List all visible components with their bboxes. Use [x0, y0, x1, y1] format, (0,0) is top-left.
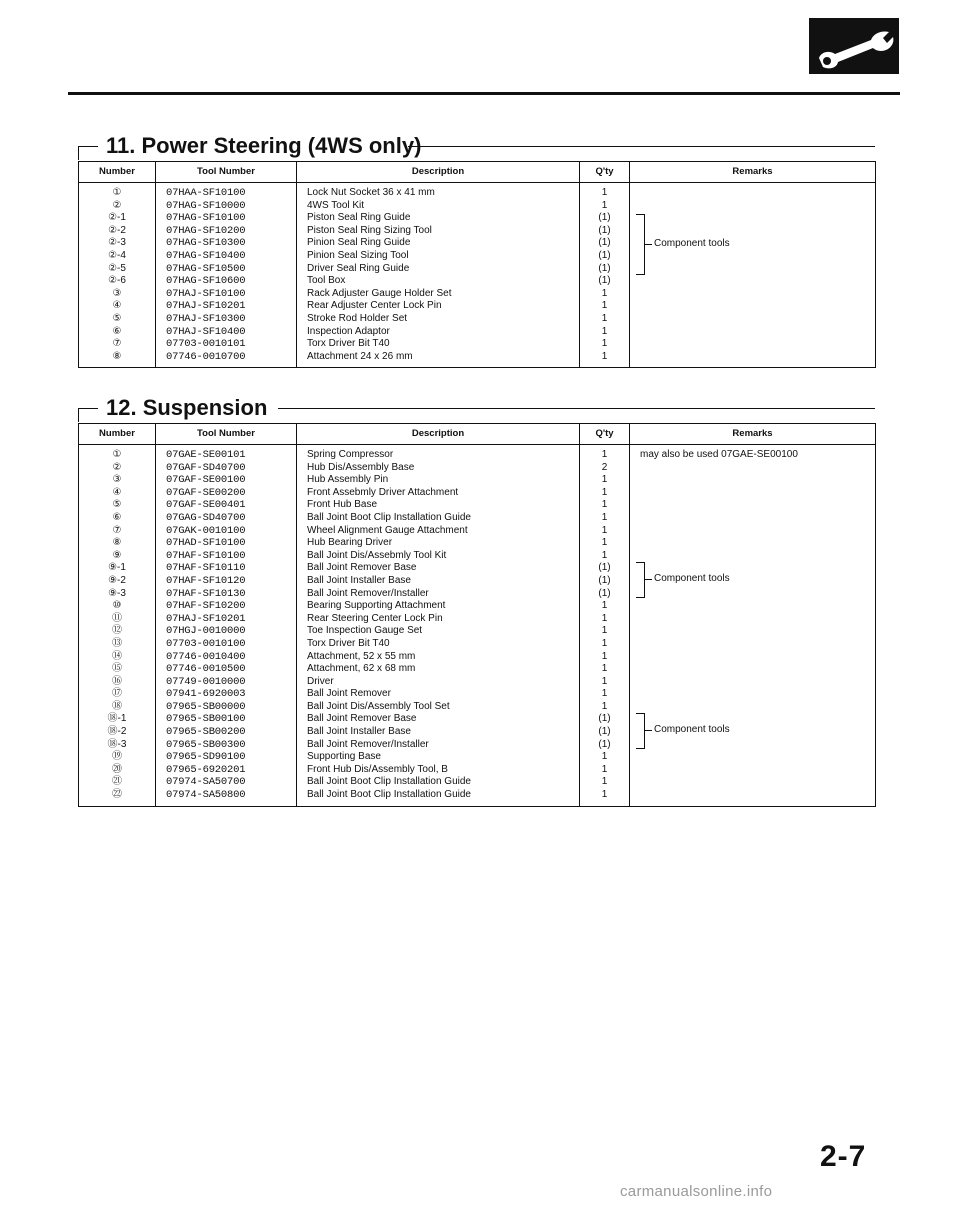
row-13-num: ⑦: [112, 338, 122, 350]
row-27-desc: Ball Joint Boot Clip Installation Guide: [307, 776, 471, 788]
tools-table: [78, 161, 876, 368]
row-25-qty: 1: [601, 751, 608, 763]
row-7-num: ⑦: [112, 524, 122, 536]
row-28-tool: 07974-SA50800: [166, 789, 246, 802]
row-24-qty: (1): [598, 738, 611, 750]
row-12-desc: Ball Joint Remover/Installer: [307, 587, 429, 599]
row-6-num: ⑥: [112, 511, 122, 523]
row-11-num: ⑨-2: [108, 574, 126, 586]
row-12-qty: (1): [598, 587, 611, 599]
row-27-num: ㉑: [112, 776, 122, 788]
row-2-qty: 2: [601, 461, 608, 473]
row-20-num: ⑰: [112, 688, 122, 700]
row-14-tool: 07HAJ-SF10201: [166, 612, 246, 625]
row-15-desc: Toe Inspection Gauge Set: [307, 625, 423, 637]
row-7-desc: Wheel Alignment Gauge Attachment: [307, 524, 468, 536]
row-3-tool: 07GAF-SE00100: [166, 474, 246, 487]
table-header-row: [79, 162, 876, 183]
section-title: 11. Power Steering (4WS only): [106, 133, 427, 159]
row-19-desc: Driver: [307, 675, 334, 687]
row-12-tool: 07HAJ-SF10400: [166, 325, 246, 338]
row-27-qty: 1: [601, 776, 608, 788]
remarks-column: [630, 445, 876, 807]
row-10-num: ⑨-1: [108, 562, 126, 574]
row-12-tool: 07HAF-SF10130: [166, 587, 246, 600]
row-1-desc: Lock Nut Socket 36 x 41 mm: [307, 187, 435, 198]
row-28-desc: Ball Joint Boot Clip Installation Guide: [307, 789, 471, 801]
row-1-desc: Spring Compressor: [307, 449, 394, 460]
row-7-num: ②-5: [108, 262, 126, 274]
tool-number-column: [156, 183, 297, 368]
row-16-qty: 1: [601, 637, 608, 649]
row-13-desc: Torx Driver Bit T40: [307, 338, 390, 350]
row-4-tool: 07HAG-SF10200: [166, 224, 246, 237]
row-4-num: ④: [112, 486, 122, 498]
section-title-row: [78, 133, 875, 161]
row-9-tool: 07HAJ-SF10100: [166, 287, 246, 300]
row-23-qty: (1): [598, 726, 611, 738]
row-24-num: ⑱-3: [107, 738, 127, 750]
row-25-desc: Supporting Base: [307, 751, 381, 763]
row-12-desc: Inspection Adaptor: [307, 325, 390, 337]
number-column: [79, 445, 156, 807]
row-18-desc: Attachment, 62 x 68 mm: [307, 663, 416, 675]
row-2-desc: 4WS Tool Kit: [307, 199, 365, 211]
row-15-num: ⑫: [112, 625, 122, 637]
header-rule: [68, 92, 900, 95]
row-10-desc: Rear Adjuster Center Lock Pin: [307, 300, 442, 312]
row-18-tool: 07746-0010500: [166, 663, 246, 676]
row-13-tool: 07HAF-SF10200: [166, 600, 246, 613]
row-22-qty: (1): [598, 713, 611, 725]
remarks-text: Component tools: [654, 238, 730, 249]
header-description: Description: [297, 162, 580, 183]
row-7-tool: 07HAG-SF10500: [166, 262, 246, 275]
row-20-tool: 07941-6920003: [166, 688, 246, 701]
row-2-desc: Hub Dis/Assembly Base: [307, 461, 415, 473]
row-3-num: ③: [112, 474, 122, 486]
row-8-num: ⑧: [112, 537, 122, 549]
row-11-tool: 07HAJ-SF10300: [166, 312, 246, 325]
row-16-desc: Torx Driver Bit T40: [307, 637, 390, 649]
row-6-tool: 07GAG-SD40700: [166, 511, 246, 524]
row-17-desc: Attachment, 52 x 55 mm: [307, 650, 416, 662]
row-3-num: ②-1: [108, 212, 126, 224]
row-14-desc: Rear Steering Center Lock Pin: [307, 612, 443, 624]
section-suspension: [78, 395, 875, 807]
row-9-tool: 07HAF-SF10100: [166, 549, 246, 562]
row-13-tool: 07703-0010101: [166, 338, 246, 351]
remarks-bracket: [636, 713, 645, 749]
row-14-num: ⑧: [112, 350, 122, 362]
row-5-qty: 1: [601, 499, 608, 511]
row-8-desc: Tool Box: [307, 275, 346, 287]
header-description: Description: [297, 424, 580, 445]
row-2-tool: 07GAF-SD40700: [166, 461, 246, 474]
row-28-qty: 1: [601, 789, 608, 801]
row-21-desc: Ball Joint Dis/Assembly Tool Set: [307, 700, 450, 712]
row-5-tool: 07HAG-SF10300: [166, 237, 246, 250]
row-5-desc: Front Hub Base: [307, 499, 378, 511]
row-14-num: ⑪: [112, 612, 122, 624]
row-19-tool: 07749-0010000: [166, 675, 246, 688]
row-17-qty: 1: [601, 650, 608, 662]
row-2-tool: 07HAG-SF10000: [166, 199, 246, 212]
row-20-qty: 1: [601, 688, 608, 700]
row-4-num: ②-2: [108, 224, 126, 236]
row-8-qty: (1): [598, 275, 611, 287]
row-17-num: ⑭: [112, 650, 122, 662]
row-20-desc: Ball Joint Remover: [307, 688, 391, 700]
description-column: [297, 183, 580, 368]
header-tool-number: Tool Number: [156, 424, 297, 445]
row-21-qty: 1: [601, 700, 608, 712]
row-9-qty: 1: [601, 549, 608, 561]
row-5-num: ⑤: [112, 499, 122, 511]
row-4-desc: Piston Seal Ring Sizing Tool: [307, 224, 432, 236]
row-21-tool: 07965-SB00000: [166, 700, 246, 713]
tools-table: [78, 423, 876, 807]
row-5-tool: 07GAF-SE00401: [166, 499, 246, 512]
row-13-num: ⑩: [112, 600, 122, 612]
row-10-num: ④: [112, 300, 122, 312]
row-8-desc: Hub Bearing Driver: [307, 537, 393, 549]
watermark: carmanualsonline.info: [620, 1183, 773, 1200]
row-22-tool: 07965-SB00100: [166, 713, 246, 726]
row-19-num: ⑯: [112, 675, 122, 687]
row-1-num: ①: [112, 187, 122, 198]
row-14-tool: 07746-0010700: [166, 350, 246, 363]
row-10-qty: (1): [598, 562, 611, 574]
header-number: Number: [79, 162, 156, 183]
header-qty: Q'ty: [580, 424, 630, 445]
row-9-num: ③: [112, 287, 122, 299]
row-1-qty: 1: [601, 187, 608, 198]
row-3-qty: (1): [598, 212, 611, 224]
row-12-qty: 1: [601, 325, 608, 337]
row-7-tool: 07GAK-0010100: [166, 524, 246, 537]
row-17-tool: 07746-0010400: [166, 650, 246, 663]
table-body-row: [79, 183, 876, 368]
row-16-tool: 07703-0010100: [166, 637, 246, 650]
row-11-qty: (1): [598, 574, 611, 586]
row-19-qty: 1: [601, 675, 608, 687]
header-remarks: Remarks: [630, 162, 876, 183]
row-1-tool: 07HAA-SF10100: [166, 187, 246, 199]
table-body-row: [79, 445, 876, 807]
row-11-tool: 07HAF-SF10120: [166, 574, 246, 587]
table-header-row: [79, 424, 876, 445]
row-3-desc: Hub Assembly Pin: [307, 474, 389, 486]
section-title: 12. Suspension: [106, 395, 273, 421]
row-14-qty: 1: [601, 350, 608, 362]
row-22-num: ⑱-1: [107, 713, 127, 725]
remarks-text: may also be used 07GAE-SE00100: [640, 449, 798, 460]
row-11-num: ⑤: [112, 312, 122, 324]
row-26-num: ⑳: [112, 763, 122, 775]
page-number: 2-7: [820, 1140, 867, 1173]
remarks-text: Component tools: [654, 573, 730, 584]
row-16-num: ⑬: [112, 637, 122, 649]
row-6-qty: (1): [598, 249, 611, 261]
row-5-num: ②-3: [108, 237, 126, 249]
qty-column: [580, 445, 630, 807]
row-5-desc: Pinion Seal Ring Guide: [307, 237, 411, 249]
row-22-desc: Ball Joint Remover Base: [307, 713, 417, 725]
row-26-tool: 07965-6920201: [166, 763, 246, 776]
section-title-row: [78, 395, 875, 423]
row-10-desc: Ball Joint Remover Base: [307, 562, 417, 574]
row-14-desc: Attachment 24 x 26 mm: [307, 350, 413, 362]
row-11-qty: 1: [601, 312, 608, 324]
row-26-desc: Front Hub Dis/Assembly Tool, B: [307, 763, 448, 775]
row-18-num: ⑮: [112, 663, 122, 675]
row-6-desc: Ball Joint Boot Clip Installation Guide: [307, 511, 471, 523]
row-24-tool: 07965-SB00300: [166, 738, 246, 751]
row-9-desc: Rack Adjuster Gauge Holder Set: [307, 287, 452, 299]
row-12-num: ⑥: [112, 325, 122, 337]
row-21-num: ⑱: [112, 700, 122, 712]
row-10-tool: 07HAJ-SF10201: [166, 300, 246, 313]
header-remarks: Remarks: [630, 424, 876, 445]
row-2-num: ②: [112, 461, 122, 473]
row-2-num: ②: [112, 199, 122, 211]
row-11-desc: Ball Joint Installer Base: [307, 574, 411, 586]
row-25-num: ⑲: [112, 751, 122, 763]
row-2-qty: 1: [601, 199, 608, 211]
row-18-qty: 1: [601, 663, 608, 675]
row-3-desc: Piston Seal Ring Guide: [307, 212, 411, 224]
header-qty: Q'ty: [580, 162, 630, 183]
row-13-desc: Bearing Supporting Attachment: [307, 600, 446, 612]
row-10-tool: 07HAF-SF10110: [166, 562, 246, 575]
row-27-tool: 07974-SA50700: [166, 776, 246, 789]
row-8-qty: 1: [601, 537, 608, 549]
row-13-qty: 1: [601, 600, 608, 612]
wrench-icon: [809, 18, 899, 74]
row-4-desc: Front Assebmly Driver Attachment: [307, 486, 459, 498]
row-8-tool: 07HAD-SF10100: [166, 537, 246, 550]
row-24-desc: Ball Joint Remover/Installer: [307, 738, 429, 750]
description-column: [297, 445, 580, 807]
tool-number-column: [156, 445, 297, 807]
row-10-qty: 1: [601, 300, 608, 312]
row-28-num: ㉒: [112, 789, 122, 801]
row-8-tool: 07HAG-SF10600: [166, 275, 246, 288]
row-7-qty: (1): [598, 262, 611, 274]
row-12-num: ⑨-3: [108, 587, 126, 599]
row-11-desc: Stroke Rod Holder Set: [307, 312, 408, 324]
row-15-tool: 07HGJ-0010000: [166, 625, 246, 638]
row-1-tool: 07GAE-SE00101: [166, 449, 246, 461]
row-7-qty: 1: [601, 524, 608, 536]
row-25-tool: 07965-SD90100: [166, 751, 246, 764]
qty-column: [580, 183, 630, 368]
row-4-qty: 1: [601, 486, 608, 498]
header-tool-number: Tool Number: [156, 162, 297, 183]
row-3-qty: 1: [601, 474, 608, 486]
header-number: Number: [79, 424, 156, 445]
row-4-qty: (1): [598, 224, 611, 236]
row-6-qty: 1: [601, 511, 608, 523]
row-23-desc: Ball Joint Installer Base: [307, 726, 411, 738]
number-column: [79, 183, 156, 368]
row-6-desc: Pinion Seal Sizing Tool: [307, 249, 409, 261]
row-14-qty: 1: [601, 612, 608, 624]
row-4-tool: 07GAF-SE00200: [166, 486, 246, 499]
row-9-num: ⑨: [112, 549, 122, 561]
row-1-qty: 1: [601, 449, 608, 460]
remarks-bracket: [636, 562, 645, 598]
row-5-qty: (1): [598, 237, 611, 249]
row-6-tool: 07HAG-SF10400: [166, 249, 246, 262]
section-power-steering: [78, 133, 875, 368]
row-23-tool: 07965-SB00200: [166, 726, 246, 739]
remarks-column: [630, 183, 876, 368]
row-3-tool: 07HAG-SF10100: [166, 212, 246, 225]
row-26-qty: 1: [601, 763, 608, 775]
row-15-qty: 1: [601, 625, 608, 637]
row-7-desc: Driver Seal Ring Guide: [307, 262, 410, 274]
remarks-text: Component tools: [654, 724, 730, 735]
row-9-desc: Ball Joint Dis/Assebmly Tool Kit: [307, 549, 447, 561]
row-6-num: ②-4: [108, 249, 126, 261]
row-9-qty: 1: [601, 287, 608, 299]
row-8-num: ②-6: [108, 275, 126, 287]
row-23-num: ⑱-2: [107, 726, 127, 738]
row-1-num: ①: [112, 449, 122, 460]
row-13-qty: 1: [601, 338, 608, 350]
